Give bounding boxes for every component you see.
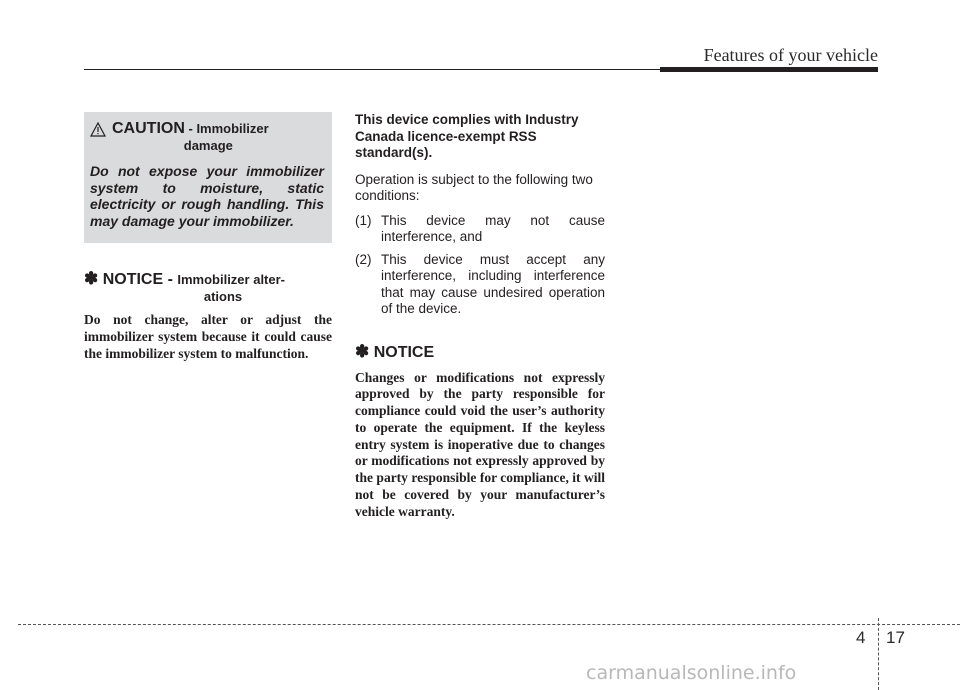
section-number: 4 (856, 628, 866, 647)
watermark: carmanualsonline.info (586, 662, 797, 684)
footer-divider (18, 624, 960, 625)
notice-subtitle: Immobilizer alter- (177, 272, 285, 287)
page-number: 17 (886, 628, 905, 647)
notice-star-icon: ✽ (355, 341, 370, 361)
notice-star-icon: ✽ (84, 269, 99, 288)
notice-changes-text: Changes or modifications not expressly approved by the party responsible for compliance could void the user’s authority to operate the equipment. If the keyless entry system is inoperative due to changes or modifications not expressly approved by the party responsible for compliance, it will not be covered by your manufacturer’s vehicle warranty. (355, 369, 605, 519)
list-item-number: (1) (355, 212, 372, 228)
caution-title: CAUTION (112, 120, 185, 137)
caution-text: Do not expose your immobilizer system to moisture, static electricity or rough handling. This may damage your immobilizer. (90, 163, 324, 229)
warning-triangle-icon (90, 122, 106, 137)
header-rule-thick (660, 67, 878, 72)
compliance-statement: This device complies with Industry Canada licence-exempt RSS standard(s). (355, 112, 579, 160)
notice-title: NOTICE - (98, 271, 178, 288)
list-item (355, 213, 605, 246)
notice-alterations-heading (84, 269, 332, 304)
notice-title: NOTICE (369, 343, 435, 361)
notice-changes-heading (355, 342, 605, 362)
list-item-text: This device may not cause interference, and (381, 212, 605, 244)
caution-subtitle: - Immobilizer (184, 121, 269, 136)
conditions-list (355, 213, 605, 318)
caution-box (84, 112, 332, 243)
left-column (84, 112, 332, 362)
notice-subtitle-cont: ations (203, 289, 243, 304)
caution-subtitle-cont: damage (183, 138, 233, 153)
compliance-intro: Operation is subject to the following two conditions: (355, 171, 593, 203)
caution-heading (90, 120, 324, 153)
list-item (355, 252, 605, 318)
header-rule-thin (84, 69, 660, 70)
notice-alterations-text: Do not change, alter or adjust the immobilizer system because it could cause the immobilizer system to malfunction. (84, 312, 332, 361)
section-title: Features of your vehicle (703, 45, 878, 65)
right-column (355, 112, 605, 521)
list-item-text: This device must accept any interference, including interference that may cause undesired operation of the device. (381, 251, 605, 316)
footer-vertical-divider (878, 618, 879, 690)
list-item-number: (2) (355, 251, 372, 267)
